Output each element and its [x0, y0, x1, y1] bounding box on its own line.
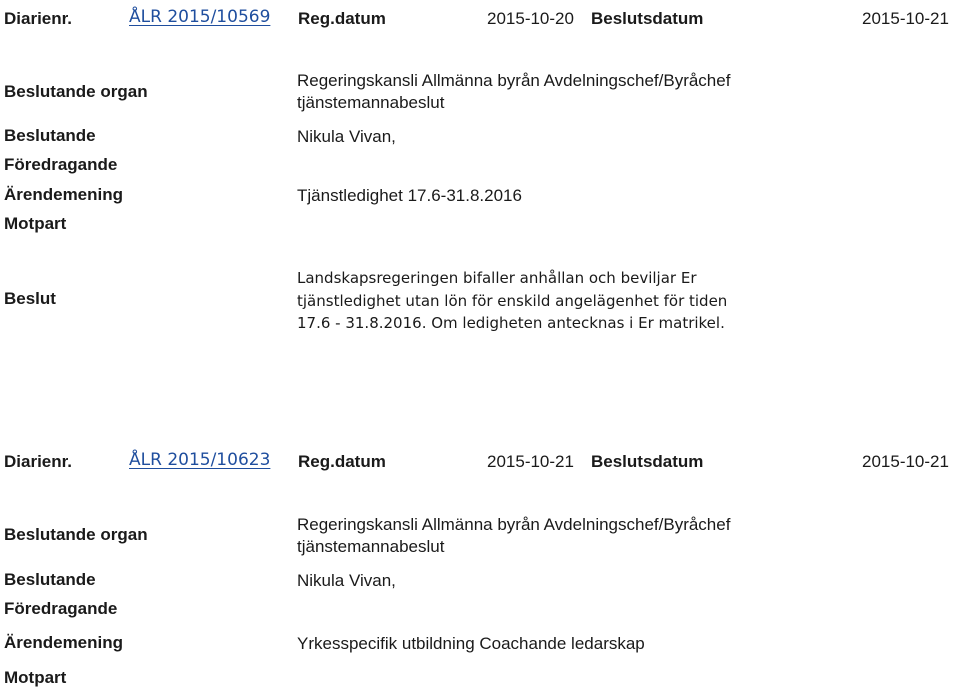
beslutande-value: Nikula Vivan,	[297, 127, 396, 146]
arendemening-value: Yrkesspecifik utbildning Coachande ledarskap	[297, 634, 645, 653]
beslutande-value: Nikula Vivan,	[297, 571, 396, 590]
beslutsdatum-label: Beslutsdatum	[591, 452, 704, 471]
diarienr-label: Diarienr.	[4, 452, 73, 471]
regdatum-value: 2015-10-21	[487, 452, 574, 471]
beslut-line3: 17.6 - 31.8.2016. Om ledigheten antecknas i Er matrikel.	[297, 314, 725, 332]
motpart-label: Motpart	[4, 214, 67, 233]
beslutande-organ-label: Beslutande organ	[4, 82, 148, 101]
beslut-label: Beslut	[4, 289, 56, 308]
regdatum-label: Reg.datum	[298, 452, 386, 471]
regdatum-value: 2015-10-20	[487, 9, 574, 28]
foredragande-label: Föredragande	[4, 155, 118, 174]
beslutande-organ-line2: tjänstemannabeslut	[297, 537, 445, 556]
motpart-label: Motpart	[4, 668, 67, 687]
beslutande-organ-line2: tjänstemannabeslut	[297, 93, 445, 112]
beslutsdatum-label: Beslutsdatum	[591, 9, 704, 28]
beslut-line2: tjänstledighet utan lön för enskild angelägenhet för tiden	[297, 292, 728, 310]
beslutsdatum-value: 2015-10-21	[862, 452, 949, 471]
arendemening-label: Ärendemening	[4, 185, 124, 204]
beslutande-organ-label: Beslutande organ	[4, 525, 148, 544]
beslutande-organ-line1: Regeringskansli Allmänna byrån Avdelningschef/Byråchef	[297, 71, 731, 90]
foredragande-label: Föredragande	[4, 599, 118, 618]
diarienr-link[interactable]: ÅLR 2015/10569	[129, 7, 271, 27]
beslutande-label: Beslutande	[4, 570, 96, 589]
diarienr-link[interactable]: ÅLR 2015/10623	[129, 450, 271, 470]
beslutande-organ-line1: Regeringskansli Allmänna byrån Avdelningschef/Byråchef	[297, 515, 731, 534]
arendemening-value: Tjänstledighet 17.6-31.8.2016	[297, 186, 522, 205]
regdatum-label: Reg.datum	[298, 9, 386, 28]
beslutande-label: Beslutande	[4, 126, 96, 145]
beslutsdatum-value: 2015-10-21	[862, 9, 949, 28]
beslut-line1: Landskapsregeringen bifaller anhållan och beviljar Er	[297, 269, 697, 287]
diarienr-label: Diarienr.	[4, 9, 73, 28]
arendemening-label: Ärendemening	[4, 633, 124, 652]
